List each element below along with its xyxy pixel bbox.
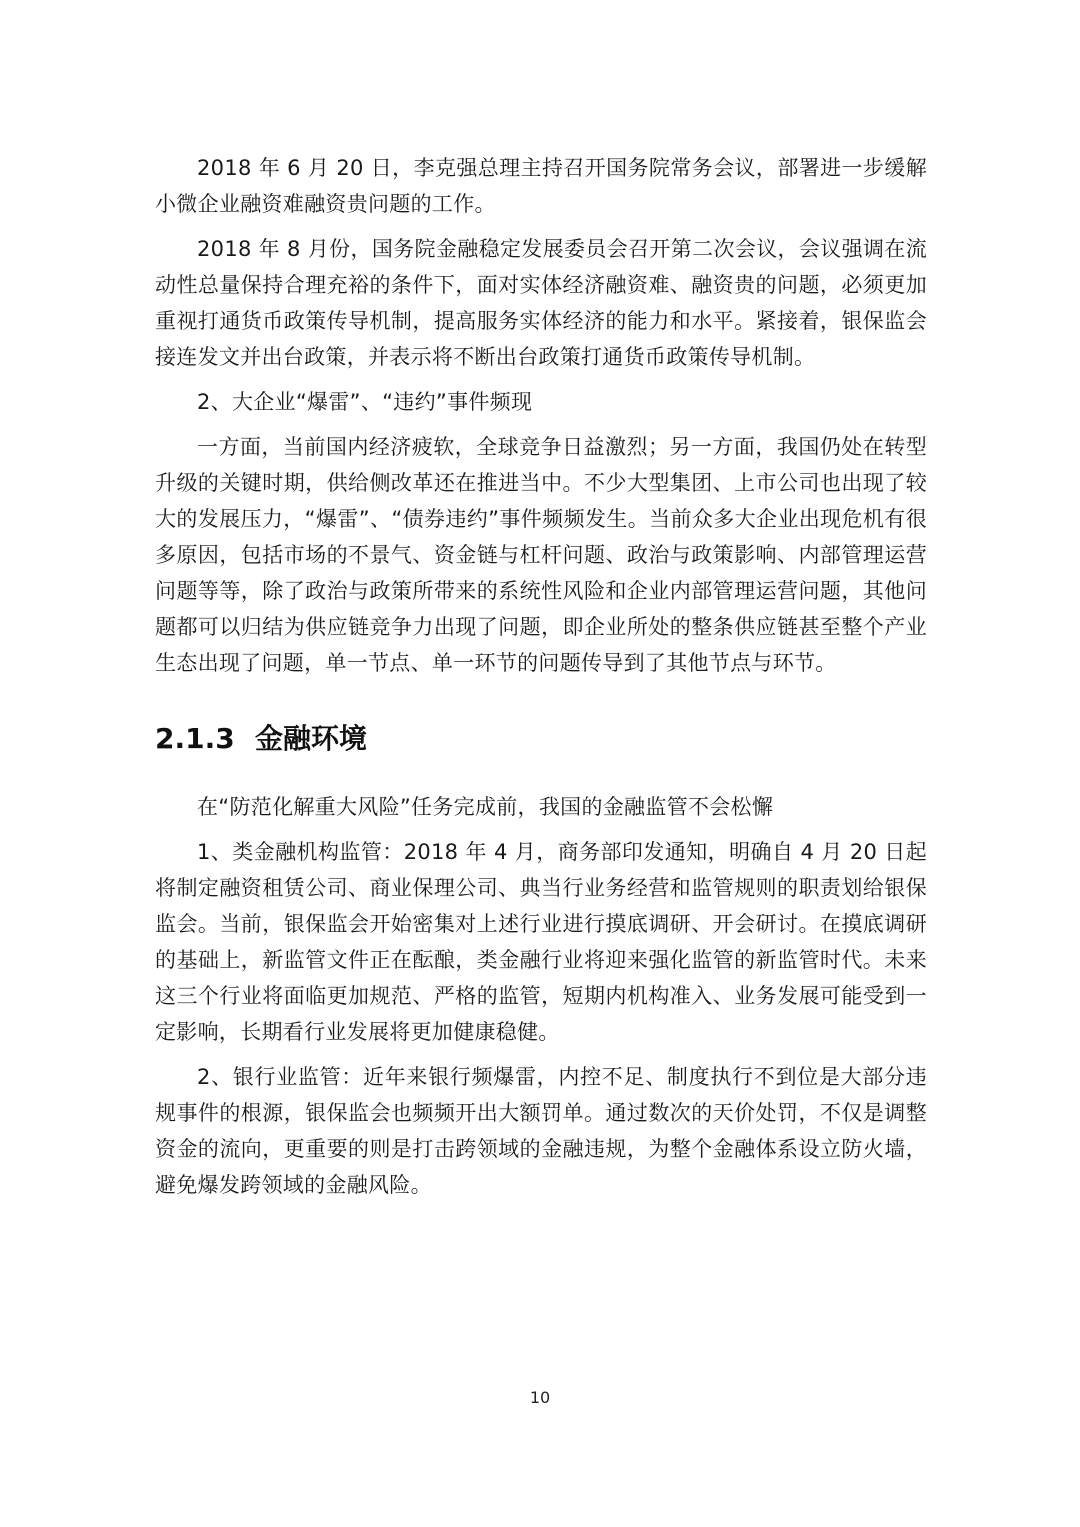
paragraph-subheading-enterprise-default: 2、大企业“爆雷”、“违约”事件频现	[197, 390, 533, 414]
paragraph-state-council-june: 2018 年 6 月 20 日，李克强总理主持召开国务院常务会议，部署进一步缓解小微企业融资难融资贵问题的工作。	[155, 156, 927, 216]
document-page	[155, 150, 927, 1203]
section-number: 2.1.3	[155, 722, 235, 755]
paragraph-regulation-intro: 在“防范化解重大风险”任务完成前，我国的金融监管不会松懈	[197, 795, 774, 819]
section-heading	[155, 719, 927, 759]
paragraph-banking-regulation: 2、银行业监管：近年来银行频爆雷，内控不足、制度执行不到位是大部分违规事件的根源，银保监会也频频开出大额罚单。通过数次的天价处罚，不仅是调整资金的流向，更重要的则是打击跨领域的金融违规，为整个金融体系设立防火墙，避免爆发跨领域的金融风险。	[155, 1065, 927, 1197]
page-number: 10	[529, 1388, 551, 1407]
paragraph-quasi-financial-regulation: 1、类金融机构监管：2018 年 4 月，商务部印发通知，明确自 4 月 20 日起将制定融资租赁公司、商业保理公司、典当行业务经营和监管规则的职责划给银保监会。当前，银保监会开始密集对上述行业进行摸底调研、开会研讨。在摸底调研的基础上，新监管文件正在酝酿，类金融行业将迎来强化监管的新监管时代。未来这三个行业将面临更加规范、严格的监管，短期内机构准入、业务发展可能受到一定影响，长期看行业发展将更加健康稳健。	[155, 840, 927, 1044]
paragraph-enterprise-crisis: 一方面，当前国内经济疲软，全球竞争日益激烈；另一方面，我国仍处在转型升级的关键时期，供给侧改革还在推进当中。不少大型集团、上市公司也出现了较大的发展压力，“爆雷”、“债券违约”事件频频发生。当前众多大企业出现危机有很多原因，包括市场的不景气、资金链与杠杆问题、政治与政策影响、内部管理运营问题等等，除了政治与政策所带来的系统性风险和企业内部管理运营问题，其他问题都可以归结为供应链竞争力出现了问题，即企业所处的整条供应链甚至整个产业生态出现了问题，单一节点、单一环节的问题传导到了其他节点与环节。	[155, 435, 927, 675]
section-title: 金融环境	[255, 722, 368, 755]
paragraph-financial-committee-august: 2018 年 8 月份，国务院金融稳定发展委员会召开第二次会议，会议强调在流动性总量保持合理充裕的条件下，面对实体经济融资难、融资贵的问题，必须更加重视打通货币政策传导机制，提高服务实体经济的能力和水平。紧接着，银保监会接连发文并出台政策，并表示将不断出台政策打通货币政策传导机制。	[155, 237, 927, 369]
